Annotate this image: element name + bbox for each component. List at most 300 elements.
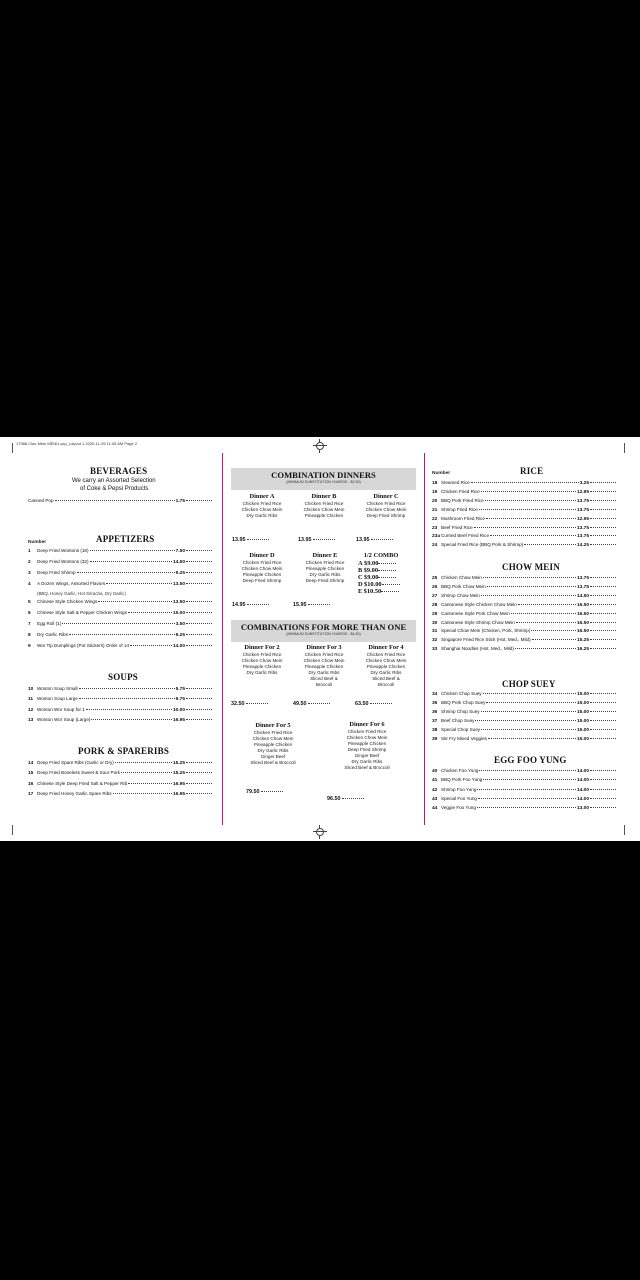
leader-dots bbox=[474, 527, 576, 528]
leader-dots bbox=[487, 586, 576, 587]
dinner-price-value: 63.50 bbox=[355, 701, 369, 707]
item-number: 16 bbox=[28, 781, 34, 787]
menu-item bbox=[28, 599, 212, 605]
leader-dots bbox=[186, 634, 212, 635]
dinner-block bbox=[298, 493, 350, 519]
half-combo-label: C bbox=[358, 574, 363, 581]
registration-mark-top-icon bbox=[313, 439, 327, 453]
item-number: 17 bbox=[28, 792, 34, 798]
dinner-price-value: 32.50 bbox=[231, 701, 245, 707]
menu-item bbox=[28, 686, 212, 692]
item-number: 14 bbox=[28, 761, 34, 766]
item-number: 38 bbox=[432, 727, 438, 733]
half-combo-label: A bbox=[358, 560, 363, 567]
item-number: 20 bbox=[432, 498, 438, 504]
item-price: 14.50 bbox=[172, 560, 185, 565]
item-name: Deep Fried Boneless Sweet & Sour Pork bbox=[37, 770, 120, 776]
leader-dots bbox=[590, 738, 616, 739]
item-price: 16.95 bbox=[172, 781, 185, 787]
leader-dots bbox=[479, 509, 576, 510]
dinner-price-value: 13.95 bbox=[356, 537, 370, 543]
menu-item bbox=[432, 498, 616, 504]
dinner-dish: Pineapple Chicken bbox=[304, 664, 344, 669]
leader-dots bbox=[590, 807, 616, 808]
combos-more-subtitle: (MINIMUM SUBSTITUTION CHARGE - $4.50) bbox=[286, 632, 361, 636]
item-number: 26 bbox=[432, 584, 438, 590]
crop-mark bbox=[12, 443, 13, 453]
dinner-dish: Sliced Beef & Broccoli bbox=[250, 760, 296, 765]
item-name: Beef Chop Suey bbox=[441, 717, 475, 723]
menu-item bbox=[432, 709, 616, 715]
item-name: BBQ Pork Fried Rice bbox=[441, 497, 484, 503]
dinner-dish: Deep Fried Shrimp bbox=[347, 747, 387, 752]
leader-dots bbox=[91, 719, 172, 720]
dinner-dish: Pineapple Chicken bbox=[304, 513, 344, 518]
dinner-dish: Chicken Fried Rice bbox=[366, 652, 406, 657]
menu-item bbox=[28, 643, 212, 649]
item-price: 10.00 bbox=[172, 707, 185, 713]
item-price: 14.00 bbox=[576, 778, 589, 784]
item-name: Shanghai Noodles (Hot, Med., Mild) bbox=[441, 646, 514, 652]
item-number: 32 bbox=[432, 638, 438, 644]
dinner-block bbox=[360, 644, 412, 688]
item-price: 3.50 bbox=[175, 622, 185, 627]
half-combo-label: B bbox=[358, 567, 363, 574]
dinner-price-value: 15.95 bbox=[293, 602, 307, 608]
dinner-dish: Chicken Fried Rice bbox=[347, 729, 387, 734]
menu-item bbox=[432, 691, 616, 697]
soups-title: SOUPS bbox=[108, 672, 139, 682]
leader-dots bbox=[86, 709, 172, 710]
leader-dots bbox=[590, 613, 616, 614]
combos-more-title: COMBINATIONS FOR MORE THAN ONE bbox=[240, 622, 407, 632]
item-name: Beef Fried Rice bbox=[441, 524, 473, 530]
leader-dots bbox=[590, 720, 616, 721]
item-note: (BBQ, Honey Garlic, Hot Sriracha, Dry Garlic) bbox=[37, 591, 126, 596]
dinner-dish: Pineapple Chicken bbox=[305, 566, 345, 571]
menu-item bbox=[28, 696, 212, 702]
item-name: A Dozen Wings, Assorted Flavors bbox=[37, 581, 106, 586]
leader-dots bbox=[79, 688, 175, 689]
menu-item bbox=[432, 620, 616, 626]
item-number: 33 bbox=[432, 647, 438, 653]
crop-mark bbox=[624, 443, 625, 453]
dinner-dish: Chicken Fried Rice bbox=[304, 652, 344, 657]
menu-item bbox=[28, 791, 212, 797]
item-name: Singapore Fried Rice Stick (Hot, Med., Mild) bbox=[441, 637, 531, 643]
item-price: 15.25 bbox=[172, 771, 185, 777]
item-number: 44 bbox=[432, 806, 438, 812]
item-price: 15.00 bbox=[172, 611, 185, 616]
leader-dots bbox=[590, 729, 616, 730]
menu-item bbox=[28, 559, 212, 565]
item-price: 16.95 bbox=[172, 792, 185, 798]
dinner-dish: Pineapple Chicken bbox=[347, 741, 387, 746]
leader-dots bbox=[590, 518, 616, 519]
leader-dots bbox=[590, 798, 616, 799]
leader-dots bbox=[590, 500, 616, 501]
menu-item bbox=[432, 787, 616, 793]
leader-dots bbox=[186, 709, 212, 710]
dinner-dish: Chicken Chow Mein bbox=[303, 507, 345, 512]
menu-item bbox=[432, 700, 616, 706]
item-name: Shrimp Foo Yung bbox=[441, 786, 477, 792]
item-price: 15.25 bbox=[172, 761, 185, 766]
leader-dots bbox=[590, 702, 616, 703]
dinner-price bbox=[232, 602, 269, 608]
item-price: 12.95 bbox=[576, 489, 589, 495]
item-number: 42 bbox=[432, 787, 438, 793]
item-name: Deep Fried Spare Ribs (Garlic or Dry) bbox=[37, 760, 114, 765]
item-price: 9.25 bbox=[175, 633, 185, 638]
item-price: 3.25 bbox=[579, 481, 589, 486]
item-number: 9 bbox=[28, 644, 31, 649]
item-price: 9.75 bbox=[175, 697, 185, 703]
leader-dots bbox=[590, 544, 616, 545]
leader-dots bbox=[98, 601, 172, 602]
item-number: 35 bbox=[432, 700, 438, 706]
item-price: 16.50 bbox=[576, 629, 589, 635]
dinner-dish: Dry Garlic Ribs bbox=[309, 572, 341, 577]
item-price: 13.50 bbox=[172, 582, 185, 587]
leader-dots bbox=[308, 703, 330, 704]
dinner-price bbox=[231, 701, 268, 707]
leader-dots bbox=[130, 645, 172, 646]
item-number: 4 bbox=[28, 582, 31, 587]
dinner-dish: Chicken Fried Rice bbox=[242, 501, 282, 506]
leader-dots bbox=[481, 729, 576, 730]
item-name: Deep Fried Shrimp bbox=[37, 570, 76, 575]
dinner-price bbox=[232, 537, 269, 543]
appetizers-title: APPETIZERS bbox=[96, 534, 155, 544]
leader-dots bbox=[590, 604, 616, 605]
dinner-price bbox=[298, 537, 335, 543]
menu-item bbox=[28, 770, 212, 776]
menu-item bbox=[28, 717, 212, 723]
leader-dots bbox=[486, 702, 576, 703]
leader-dots bbox=[477, 807, 576, 808]
item-price: 15.00 bbox=[576, 709, 589, 715]
item-number: 7 bbox=[28, 622, 31, 627]
item-number: 1 bbox=[28, 549, 31, 554]
leader-dots bbox=[69, 634, 175, 635]
dinner-block bbox=[236, 493, 288, 519]
number-label: Number bbox=[432, 471, 451, 476]
menu-item bbox=[432, 796, 616, 802]
dinner-dish: Broccoli bbox=[315, 682, 333, 687]
menu-item bbox=[432, 718, 616, 724]
menu-item bbox=[28, 548, 212, 554]
combos-more-banner bbox=[231, 620, 416, 642]
item-name: BBQ Pork Chow Mein bbox=[441, 583, 486, 589]
menu-item bbox=[432, 507, 616, 513]
dinner-dish: Chicken Fried Rice bbox=[242, 652, 282, 657]
item-name: Wor Tip Dumplings (Pot Stickers) Order of 14 bbox=[37, 643, 130, 648]
chop-suey-title: CHOP SUEY bbox=[502, 679, 556, 689]
item-price: 15.00 bbox=[576, 736, 589, 742]
leader-dots bbox=[478, 798, 576, 799]
item-price: 13.75 bbox=[576, 498, 589, 504]
leader-dots bbox=[511, 613, 576, 614]
leader-dots bbox=[590, 527, 616, 528]
menu-item bbox=[28, 632, 212, 638]
item-price: 13.00 bbox=[576, 806, 589, 812]
leader-dots bbox=[488, 738, 576, 739]
item-number: 6 bbox=[28, 611, 31, 616]
dinner-block bbox=[298, 552, 352, 584]
leader-dots bbox=[186, 793, 212, 794]
leader-dots bbox=[485, 500, 576, 501]
item-number: 18 bbox=[432, 481, 438, 486]
item-name: Special Foo Yung bbox=[441, 795, 477, 801]
leader-dots bbox=[128, 783, 172, 784]
dinner-dish: Chicken Chow Mein bbox=[241, 566, 283, 571]
dinner-dish: Broccoli bbox=[377, 682, 395, 687]
dinner-title: Dinner For 2 bbox=[244, 644, 280, 651]
item-number: 28 bbox=[432, 602, 438, 608]
item-name: Dry Garlic Ribs bbox=[37, 632, 68, 637]
menu-item bbox=[432, 602, 616, 608]
item-name: Cantonese Style Shrimp Chow Mein bbox=[441, 619, 515, 625]
leader-dots bbox=[121, 772, 172, 773]
item-number: 15 bbox=[28, 771, 34, 777]
dinner-title: Dinner C bbox=[373, 493, 399, 500]
item-name: Chinese Style Salt & Pepper Chicken Wings bbox=[37, 610, 127, 615]
leader-dots bbox=[90, 561, 172, 562]
menu-item bbox=[432, 628, 616, 634]
half-combo-price: $9.00 bbox=[363, 567, 379, 574]
item-price: 15.00 bbox=[576, 700, 589, 706]
item-number: 31 bbox=[432, 629, 438, 635]
egg-foo-yung-title: EGG FOO YUNG bbox=[494, 755, 567, 765]
dinner-price bbox=[327, 796, 364, 802]
item-price: 15.00 bbox=[576, 718, 589, 724]
leader-dots bbox=[483, 779, 576, 780]
half-combo-price: $10.50 bbox=[363, 588, 382, 595]
item-number: 36 bbox=[432, 709, 438, 715]
leader-dots bbox=[524, 544, 576, 545]
dinner-title: Dinner For 5 bbox=[255, 722, 291, 729]
leader-dots bbox=[481, 711, 576, 712]
column-divider bbox=[222, 453, 223, 825]
item-name: Special Chow Mein (Chicken, Pork, Shrimp) bbox=[441, 628, 531, 634]
column-divider bbox=[424, 453, 425, 825]
dinner-dish: Sliced Beef & bbox=[310, 676, 338, 681]
menu-item bbox=[28, 621, 212, 627]
leader-dots bbox=[382, 584, 400, 585]
menu-item bbox=[432, 646, 616, 652]
item-price: 15.25 bbox=[576, 638, 589, 644]
dinner-dish: Chicken Fried Rice bbox=[305, 560, 345, 565]
item-name: Egg Roll (1) bbox=[37, 621, 62, 626]
item-number: 24 bbox=[432, 543, 438, 549]
menu-item bbox=[432, 611, 616, 617]
menu-item bbox=[432, 777, 616, 783]
leader-dots bbox=[342, 798, 364, 799]
item-name: Chicken Fried Rice bbox=[441, 488, 480, 494]
print-header: 17988 Ciao Mein MENU.qxp_Layout 1 2020-11-05 11:05 AM Page 2 bbox=[16, 441, 138, 446]
dinner-dish: Dry Garlic Ribs bbox=[257, 748, 289, 753]
dinner-price-value: 14.95 bbox=[232, 602, 246, 608]
item-price: 15.00 bbox=[576, 692, 589, 697]
item-name: Stir Fry Mixed Veggies bbox=[441, 735, 487, 741]
menu-item bbox=[28, 760, 212, 766]
leader-dots bbox=[590, 509, 616, 510]
leader-dots bbox=[370, 703, 392, 704]
item-number: 11 bbox=[28, 697, 34, 703]
dinner-dish: Pineapple Chicken bbox=[366, 664, 406, 669]
item-price: 13.75 bbox=[576, 507, 589, 513]
beverages-subtitle: of Coke & Pepsi Products bbox=[80, 486, 149, 492]
leader-dots bbox=[186, 572, 212, 573]
leader-dots bbox=[479, 770, 576, 771]
dinner-price bbox=[293, 602, 330, 608]
crop-mark bbox=[12, 825, 13, 835]
dinner-block bbox=[298, 644, 350, 688]
item-name: Steamed Rice bbox=[441, 480, 470, 485]
item-name: Shrimp Chop Suey bbox=[441, 708, 480, 714]
leader-dots bbox=[186, 550, 212, 551]
dinner-price-value: 79.50 bbox=[246, 789, 260, 795]
item-name: Mushroom Fried Rice bbox=[441, 515, 485, 521]
menu-item bbox=[432, 489, 616, 495]
dinner-price bbox=[293, 701, 330, 707]
item-number: 34 bbox=[432, 692, 438, 697]
item-name: BBQ Pork Foo Yung bbox=[441, 777, 483, 783]
item-price: 12.95 bbox=[576, 516, 589, 522]
leader-dots bbox=[186, 688, 212, 689]
leader-dots bbox=[471, 482, 579, 483]
leader-dots bbox=[481, 491, 576, 492]
item-name: Wonton Wor Soup for 1 bbox=[37, 706, 85, 712]
item-number: 41 bbox=[432, 778, 438, 784]
dinner-dish: Sliced Beef & bbox=[372, 676, 400, 681]
item-price: 13.75 bbox=[576, 525, 589, 531]
leader-dots bbox=[371, 539, 393, 540]
menu-item: Canned Pop 1.75 bbox=[28, 498, 212, 504]
item-name: Deep Fried Wontons (32) bbox=[37, 559, 89, 564]
dinner-dish: Pineapple Chicken bbox=[242, 664, 282, 669]
menu-item bbox=[28, 707, 212, 713]
dinner-dish: Chicken Fried Rice bbox=[366, 501, 406, 506]
leader-dots bbox=[186, 719, 212, 720]
number-label: Number bbox=[28, 540, 47, 545]
item-number: 13 bbox=[28, 718, 34, 724]
item-number: 12 bbox=[28, 707, 34, 713]
dinner-dish: Deep Fried Shrimp bbox=[305, 578, 345, 583]
leader-dots bbox=[308, 604, 330, 605]
item-number: 23 bbox=[432, 525, 438, 531]
menu-item bbox=[28, 781, 212, 787]
half-combo-price: $9.00 bbox=[364, 560, 379, 567]
item-number: 29 bbox=[432, 611, 438, 617]
item-name: Chinese Style Deep Fried Salt & Pepper Rib bbox=[37, 780, 128, 786]
dinner-dish: Chicken Chow Mein bbox=[252, 736, 294, 741]
item-name: Wonton Soup Large bbox=[37, 696, 78, 702]
item-number: 43 bbox=[432, 796, 438, 802]
leader-dots bbox=[186, 561, 212, 562]
dinner-block bbox=[246, 722, 300, 766]
leader-dots bbox=[247, 604, 269, 605]
item-price: 5.75 bbox=[175, 687, 185, 692]
leader-dots bbox=[378, 563, 396, 564]
half-combo-title: 1/2 COMBO bbox=[363, 552, 399, 559]
item-number: 25 bbox=[432, 576, 438, 581]
item-number: 22 bbox=[432, 516, 438, 522]
dinner-dish: Pineapple Chicken bbox=[253, 742, 293, 747]
item-price: 16.50 bbox=[576, 602, 589, 608]
dinner-block bbox=[340, 721, 394, 771]
dinner-block bbox=[236, 552, 288, 584]
leader-dots bbox=[590, 491, 616, 492]
leader-dots bbox=[590, 577, 616, 578]
dinner-dish: Ginger Beef bbox=[260, 754, 286, 759]
dinner-dish: Chicken Chow Mein bbox=[346, 735, 388, 740]
dinner-title: Dinner E bbox=[312, 552, 338, 559]
half-combo-label: E bbox=[358, 588, 363, 595]
menu-item bbox=[28, 581, 212, 587]
dinner-block bbox=[236, 644, 288, 676]
item-price: 16.50 bbox=[576, 611, 589, 617]
item-number: 39 bbox=[432, 736, 438, 742]
dinner-dish: Chicken Fried Rice bbox=[304, 501, 344, 506]
combination-dinners-title: COMBINATION DINNERS bbox=[271, 470, 376, 480]
item-name: Special Fried Rice (BBQ Pork & Shrimp) bbox=[441, 542, 524, 548]
leader-dots bbox=[186, 762, 212, 763]
leader-dots bbox=[481, 595, 576, 596]
item-name: Deep Fried Honey Garlic Spare Ribs bbox=[37, 791, 112, 797]
leader-dots bbox=[186, 783, 212, 784]
dinner-dish: Chicken Chow Mein bbox=[365, 507, 407, 512]
leader-dots bbox=[590, 711, 616, 712]
half-combo-item bbox=[358, 588, 399, 596]
item-number: 30 bbox=[432, 620, 438, 626]
menu-item bbox=[432, 736, 616, 742]
item-price: 14.00 bbox=[172, 644, 185, 649]
dinner-dish: Chicken Fried Rice bbox=[242, 560, 282, 565]
leader-dots bbox=[115, 762, 172, 763]
leader-dots bbox=[378, 570, 396, 571]
item-name: Wonton Soup Small bbox=[37, 686, 78, 691]
dinner-dish: Dry Garlic Ribs bbox=[246, 670, 278, 675]
combination-dinners-subtitle: (MINIMUM SUBSTITUTION CHARGE - $2.50) bbox=[286, 480, 361, 484]
menu-item bbox=[432, 768, 616, 774]
item-name: Shrimp Fried Rice bbox=[441, 506, 478, 512]
item-number: 8 bbox=[28, 633, 31, 638]
item-name: Deep Fried Wontons (16) bbox=[37, 548, 89, 553]
leader-dots bbox=[515, 648, 576, 649]
leader-dots bbox=[247, 539, 269, 540]
item-name: Cantonese Style Chicken Chow Mein bbox=[441, 601, 517, 607]
dinner-title: Dinner A bbox=[249, 493, 275, 500]
item-price: 14.00 bbox=[576, 769, 589, 774]
half-combo-price: $9.00 bbox=[364, 574, 379, 581]
half-combo-label: D bbox=[358, 581, 363, 588]
item-price: 16.25 bbox=[576, 647, 589, 653]
item-number: 27 bbox=[432, 593, 438, 599]
leader-dots bbox=[186, 698, 212, 699]
item-number: 19 bbox=[432, 489, 438, 495]
leader-dots bbox=[483, 577, 576, 578]
dinner-dish: Sliced Beef & Broccoli bbox=[344, 765, 390, 770]
leader-dots bbox=[62, 623, 174, 624]
item-price: 14.00 bbox=[576, 796, 589, 802]
menu-item bbox=[432, 727, 616, 733]
leader-dots bbox=[590, 639, 616, 640]
leader-dots bbox=[186, 645, 212, 646]
leader-dots bbox=[516, 622, 576, 623]
menu-item bbox=[432, 575, 616, 581]
